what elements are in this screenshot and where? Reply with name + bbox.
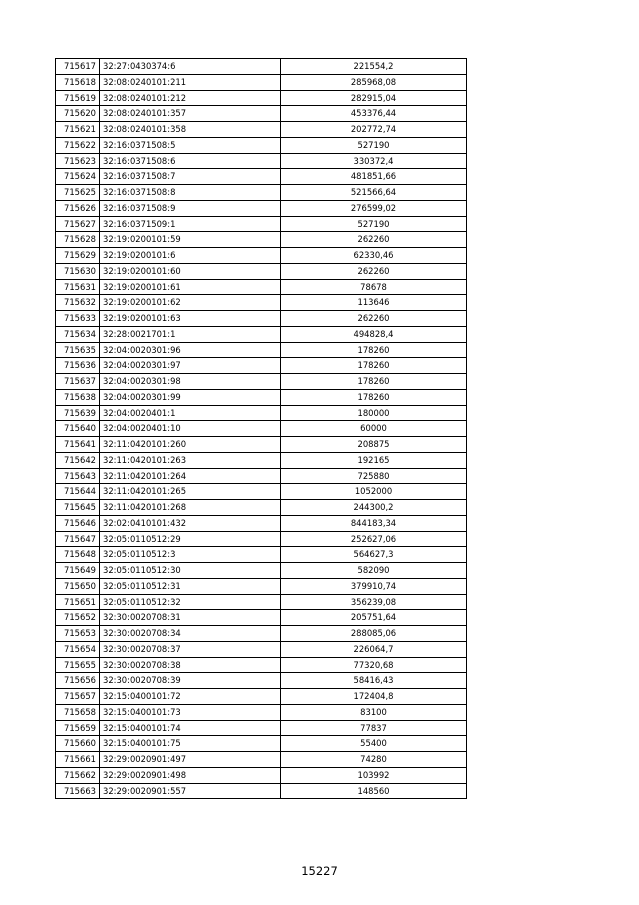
row-number-cell: 715655 [56, 657, 100, 673]
cadastral-number-cell: 32:19:0200101:59 [100, 232, 281, 248]
value-cell: 205751,64 [281, 610, 467, 626]
value-cell: 494828,4 [281, 326, 467, 342]
row-number-cell: 715633 [56, 311, 100, 327]
cadastral-number-cell: 32:19:0200101:6 [100, 248, 281, 264]
table-row [56, 358, 467, 374]
table-row [56, 437, 467, 453]
table-row [56, 673, 467, 689]
table-row [56, 563, 467, 579]
row-number-cell: 715636 [56, 358, 100, 374]
table-row [56, 783, 467, 799]
cadastral-number-cell: 32:27:0430374:6 [100, 59, 281, 75]
value-cell: 208875 [281, 437, 467, 453]
cadastral-number-cell: 32:30:0020708:38 [100, 657, 281, 673]
row-number-cell: 715627 [56, 216, 100, 232]
value-cell: 148560 [281, 783, 467, 799]
table-row [56, 342, 467, 358]
value-cell: 844183,34 [281, 515, 467, 531]
row-number-cell: 715653 [56, 626, 100, 642]
value-cell: 172404,8 [281, 689, 467, 705]
row-number-cell: 715631 [56, 279, 100, 295]
table-row [56, 326, 467, 342]
value-cell: 1052000 [281, 484, 467, 500]
value-cell: 226064,7 [281, 641, 467, 657]
row-number-cell: 715643 [56, 468, 100, 484]
table-body [56, 59, 467, 799]
cadastral-number-cell: 32:16:0371508:6 [100, 153, 281, 169]
value-cell: 62330,46 [281, 248, 467, 264]
cadastral-number-cell: 32:16:0371508:8 [100, 185, 281, 201]
table-row [56, 594, 467, 610]
value-cell: 725880 [281, 468, 467, 484]
cadastral-number-cell: 32:16:0371508:9 [100, 200, 281, 216]
value-cell: 330372,4 [281, 153, 467, 169]
row-number-cell: 715638 [56, 389, 100, 405]
table-row [56, 720, 467, 736]
cadastral-number-cell: 32:02:0410101:432 [100, 515, 281, 531]
cadastral-number-cell: 32:30:0020708:37 [100, 641, 281, 657]
row-number-cell: 715635 [56, 342, 100, 358]
table-row [56, 389, 467, 405]
cadastral-number-cell: 32:04:0020301:99 [100, 389, 281, 405]
table-row [56, 200, 467, 216]
table-row [56, 405, 467, 421]
table-row [56, 752, 467, 768]
table-row [56, 468, 467, 484]
value-cell: 74280 [281, 752, 467, 768]
cadastral-number-cell: 32:19:0200101:61 [100, 279, 281, 295]
value-cell: 180000 [281, 405, 467, 421]
table-row [56, 74, 467, 90]
cadastral-number-cell: 32:29:0020901:557 [100, 783, 281, 799]
cadastral-number-cell: 32:16:0371508:7 [100, 169, 281, 185]
table-row [56, 374, 467, 390]
table-row [56, 311, 467, 327]
row-number-cell: 715640 [56, 421, 100, 437]
table-row [56, 232, 467, 248]
cadastral-number-cell: 32:08:0240101:357 [100, 106, 281, 122]
value-cell: 77320,68 [281, 657, 467, 673]
value-cell: 244300,2 [281, 500, 467, 516]
row-number-cell: 715621 [56, 122, 100, 138]
row-number-cell: 715620 [56, 106, 100, 122]
value-cell: 527190 [281, 137, 467, 153]
value-cell: 78678 [281, 279, 467, 295]
table-row [56, 279, 467, 295]
table-row [56, 295, 467, 311]
cadastral-number-cell: 32:11:0420101:263 [100, 452, 281, 468]
value-cell: 288085,06 [281, 626, 467, 642]
row-number-cell: 715657 [56, 689, 100, 705]
table-row [56, 641, 467, 657]
table-row [56, 736, 467, 752]
table-row [56, 657, 467, 673]
table-row [56, 421, 467, 437]
value-cell: 178260 [281, 358, 467, 374]
value-cell: 252627,06 [281, 531, 467, 547]
row-number-cell: 715623 [56, 153, 100, 169]
table-row [56, 185, 467, 201]
cadastral-number-cell: 32:04:0020301:98 [100, 374, 281, 390]
table-row [56, 689, 467, 705]
cadastral-number-cell: 32:15:0400101:73 [100, 704, 281, 720]
table-row [56, 153, 467, 169]
table-row [56, 610, 467, 626]
value-cell: 453376,44 [281, 106, 467, 122]
table-row [56, 531, 467, 547]
cadastral-number-cell: 32:04:0020301:97 [100, 358, 281, 374]
row-number-cell: 715617 [56, 59, 100, 75]
row-number-cell: 715637 [56, 374, 100, 390]
row-number-cell: 715630 [56, 263, 100, 279]
value-cell: 564627,3 [281, 547, 467, 563]
table-row [56, 106, 467, 122]
row-number-cell: 715660 [56, 736, 100, 752]
cadastral-number-cell: 32:11:0420101:264 [100, 468, 281, 484]
row-number-cell: 715622 [56, 137, 100, 153]
cadastral-number-cell: 32:05:0110512:31 [100, 578, 281, 594]
value-cell: 262260 [281, 232, 467, 248]
value-cell: 83100 [281, 704, 467, 720]
cadastral-number-cell: 32:30:0020708:34 [100, 626, 281, 642]
table-row [56, 248, 467, 264]
row-number-cell: 715645 [56, 500, 100, 516]
table-row [56, 767, 467, 783]
row-number-cell: 715619 [56, 90, 100, 106]
row-number-cell: 715648 [56, 547, 100, 563]
cadastral-number-cell: 32:15:0400101:74 [100, 720, 281, 736]
row-number-cell: 715646 [56, 515, 100, 531]
cadastral-number-cell: 32:19:0200101:62 [100, 295, 281, 311]
row-number-cell: 715618 [56, 74, 100, 90]
row-number-cell: 715661 [56, 752, 100, 768]
row-number-cell: 715624 [56, 169, 100, 185]
row-number-cell: 715634 [56, 326, 100, 342]
cadastral-number-cell: 32:04:0020301:96 [100, 342, 281, 358]
row-number-cell: 715625 [56, 185, 100, 201]
row-number-cell: 715651 [56, 594, 100, 610]
table-row [56, 704, 467, 720]
row-number-cell: 715658 [56, 704, 100, 720]
value-cell: 521566,64 [281, 185, 467, 201]
row-number-cell: 715656 [56, 673, 100, 689]
data-table [55, 58, 467, 799]
cadastral-number-cell: 32:15:0400101:75 [100, 736, 281, 752]
value-cell: 582090 [281, 563, 467, 579]
cadastral-number-cell: 32:16:0371509:1 [100, 216, 281, 232]
cadastral-number-cell: 32:08:0240101:212 [100, 90, 281, 106]
table-row [56, 263, 467, 279]
row-number-cell: 715628 [56, 232, 100, 248]
value-cell: 55400 [281, 736, 467, 752]
row-number-cell: 715632 [56, 295, 100, 311]
cadastral-number-cell: 32:04:0020401:10 [100, 421, 281, 437]
cadastral-number-cell: 32:11:0420101:260 [100, 437, 281, 453]
value-cell: 178260 [281, 374, 467, 390]
table-row [56, 484, 467, 500]
value-cell: 285968,08 [281, 74, 467, 90]
row-number-cell: 715629 [56, 248, 100, 264]
cadastral-number-cell: 32:29:0020901:498 [100, 767, 281, 783]
cadastral-number-cell: 32:08:0240101:358 [100, 122, 281, 138]
row-number-cell: 715644 [56, 484, 100, 500]
value-cell: 178260 [281, 342, 467, 358]
table-row [56, 452, 467, 468]
value-cell: 202772,74 [281, 122, 467, 138]
cadastral-number-cell: 32:30:0020708:31 [100, 610, 281, 626]
cadastral-number-cell: 32:08:0240101:211 [100, 74, 281, 90]
table-row [56, 59, 467, 75]
value-cell: 103992 [281, 767, 467, 783]
row-number-cell: 715650 [56, 578, 100, 594]
table-row [56, 216, 467, 232]
row-number-cell: 715626 [56, 200, 100, 216]
value-cell: 221554,2 [281, 59, 467, 75]
cadastral-number-cell: 32:05:0110512:29 [100, 531, 281, 547]
cadastral-number-cell: 32:16:0371508:5 [100, 137, 281, 153]
value-cell: 60000 [281, 421, 467, 437]
cadastral-number-cell: 32:05:0110512:32 [100, 594, 281, 610]
cadastral-number-cell: 32:19:0200101:60 [100, 263, 281, 279]
value-cell: 262260 [281, 263, 467, 279]
row-number-cell: 715642 [56, 452, 100, 468]
table-row [56, 547, 467, 563]
cadastral-number-cell: 32:19:0200101:63 [100, 311, 281, 327]
table-row [56, 626, 467, 642]
row-number-cell: 715649 [56, 563, 100, 579]
cadastral-number-cell: 32:30:0020708:39 [100, 673, 281, 689]
row-number-cell: 715659 [56, 720, 100, 736]
cadastral-number-cell: 32:05:0110512:30 [100, 563, 281, 579]
table-row [56, 169, 467, 185]
table-row [56, 137, 467, 153]
value-cell: 282915,04 [281, 90, 467, 106]
table-row [56, 515, 467, 531]
value-cell: 192165 [281, 452, 467, 468]
row-number-cell: 715647 [56, 531, 100, 547]
row-number-cell: 715662 [56, 767, 100, 783]
value-cell: 58416,43 [281, 673, 467, 689]
row-number-cell: 715663 [56, 783, 100, 799]
value-cell: 481851,66 [281, 169, 467, 185]
cadastral-number-cell: 32:15:0400101:72 [100, 689, 281, 705]
table-row [56, 122, 467, 138]
table-row [56, 578, 467, 594]
row-number-cell: 715639 [56, 405, 100, 421]
cadastral-number-cell: 32:29:0020901:497 [100, 752, 281, 768]
cadastral-number-cell: 32:11:0420101:265 [100, 484, 281, 500]
cadastral-number-cell: 32:04:0020401:1 [100, 405, 281, 421]
value-cell: 379910,74 [281, 578, 467, 594]
table-row [56, 90, 467, 106]
value-cell: 356239,08 [281, 594, 467, 610]
cadastral-number-cell: 32:11:0420101:268 [100, 500, 281, 516]
cadastral-number-cell: 32:05:0110512:3 [100, 547, 281, 563]
value-cell: 178260 [281, 389, 467, 405]
value-cell: 113646 [281, 295, 467, 311]
value-cell: 262260 [281, 311, 467, 327]
value-cell: 77837 [281, 720, 467, 736]
table-row [56, 500, 467, 516]
page-number: 15227 [301, 864, 338, 878]
value-cell: 527190 [281, 216, 467, 232]
row-number-cell: 715654 [56, 641, 100, 657]
cadastral-number-cell: 32:28:0021701:1 [100, 326, 281, 342]
row-number-cell: 715652 [56, 610, 100, 626]
value-cell: 276599,02 [281, 200, 467, 216]
row-number-cell: 715641 [56, 437, 100, 453]
